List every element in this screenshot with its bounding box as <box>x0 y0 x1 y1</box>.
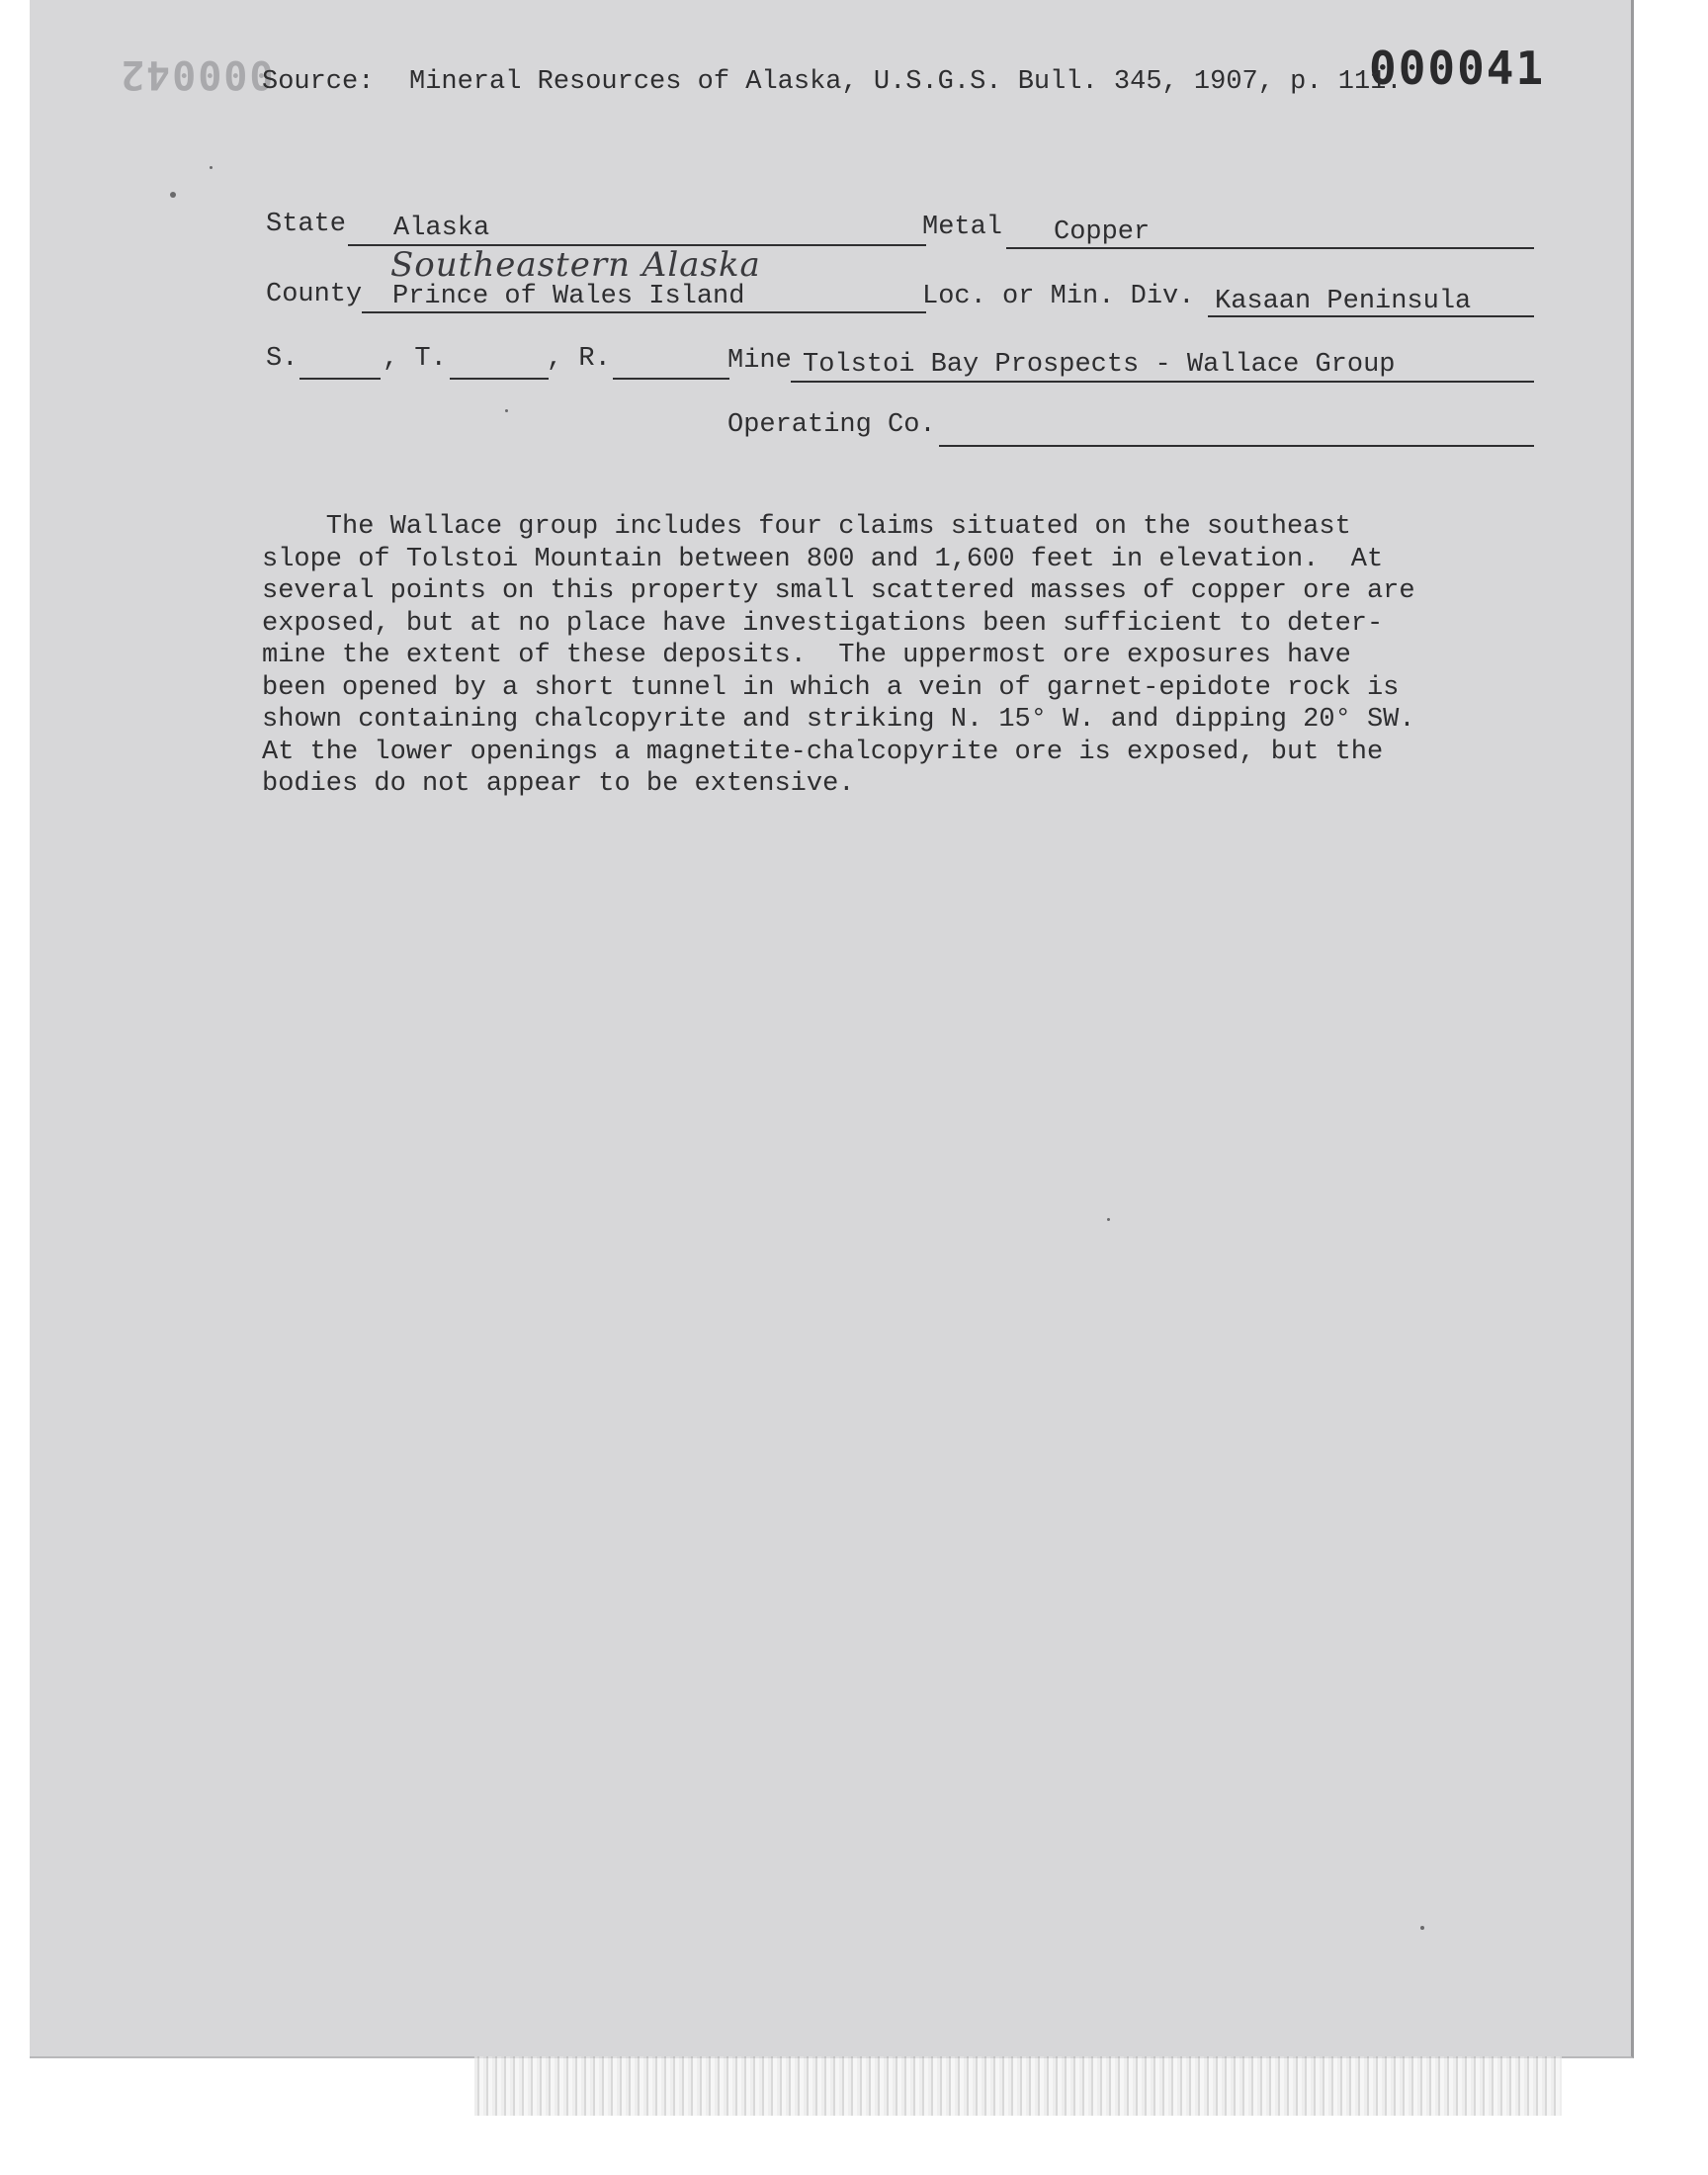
stamp-number-left: 000042 <box>119 51 274 97</box>
mine-value: Tolstoi Bay Prospects - Wallace Group <box>803 350 1396 380</box>
operating-co-label: Operating Co. <box>727 410 936 440</box>
range-label: , R. <box>547 344 611 374</box>
handwritten-region-note: Southeastern Alaska <box>390 245 761 285</box>
county-value: Prince of Wales Island <box>392 282 745 311</box>
state-value: Alaska <box>393 214 490 243</box>
section-line <box>299 378 381 380</box>
metal-value: Copper <box>1054 218 1151 247</box>
source-label: Source: <box>262 67 375 97</box>
description-paragraph: The Wallace group includes four claims situated on the southeast slope of Tolstoi Mountain between 800 and 1,600 feet in elevation. At several points on this property small scattered masses of copper ore are exposed, but at no place have investigations been sufficient to deter- mine the extent of these deposits. The uppermost ore exposures have been opened by a short tunnel in which a vein of garnet-epidote rock is shown containing chalcopyrite and striking N. 15° W. and dipping 20° SW. At the lower openings a magnetite-chalcopyrite ore is exposed, but the bodies do not appear to be extensive. <box>262 512 1415 799</box>
scan-speck <box>1107 1218 1110 1221</box>
loc-label: Loc. or Min. Div. <box>922 282 1195 311</box>
source-citation: Mineral Resources of Alaska, U.S.G.S. Bull. 345, 1907, p. 111. <box>409 67 1403 97</box>
county-label: County <box>266 280 363 309</box>
scan-speck <box>210 166 213 169</box>
stamp-number-right: 000041 <box>1369 42 1546 95</box>
scan-edge-strip <box>474 2056 1562 2116</box>
section-label: S. <box>266 344 299 374</box>
scan-speck <box>170 192 176 198</box>
state-label: State <box>266 210 347 239</box>
operating-co-line <box>939 445 1534 447</box>
scan-speck <box>1420 1926 1424 1930</box>
loc-value: Kasaan Peninsula <box>1215 287 1472 316</box>
metal-label: Metal <box>922 213 1003 242</box>
county-line <box>362 311 926 313</box>
range-line <box>613 378 729 380</box>
township-label: , T. <box>383 344 447 374</box>
scan-speck <box>505 409 508 412</box>
township-line <box>450 378 549 380</box>
mine-line <box>791 381 1534 383</box>
mine-label: Mine <box>727 346 792 376</box>
metal-line <box>1006 247 1534 249</box>
